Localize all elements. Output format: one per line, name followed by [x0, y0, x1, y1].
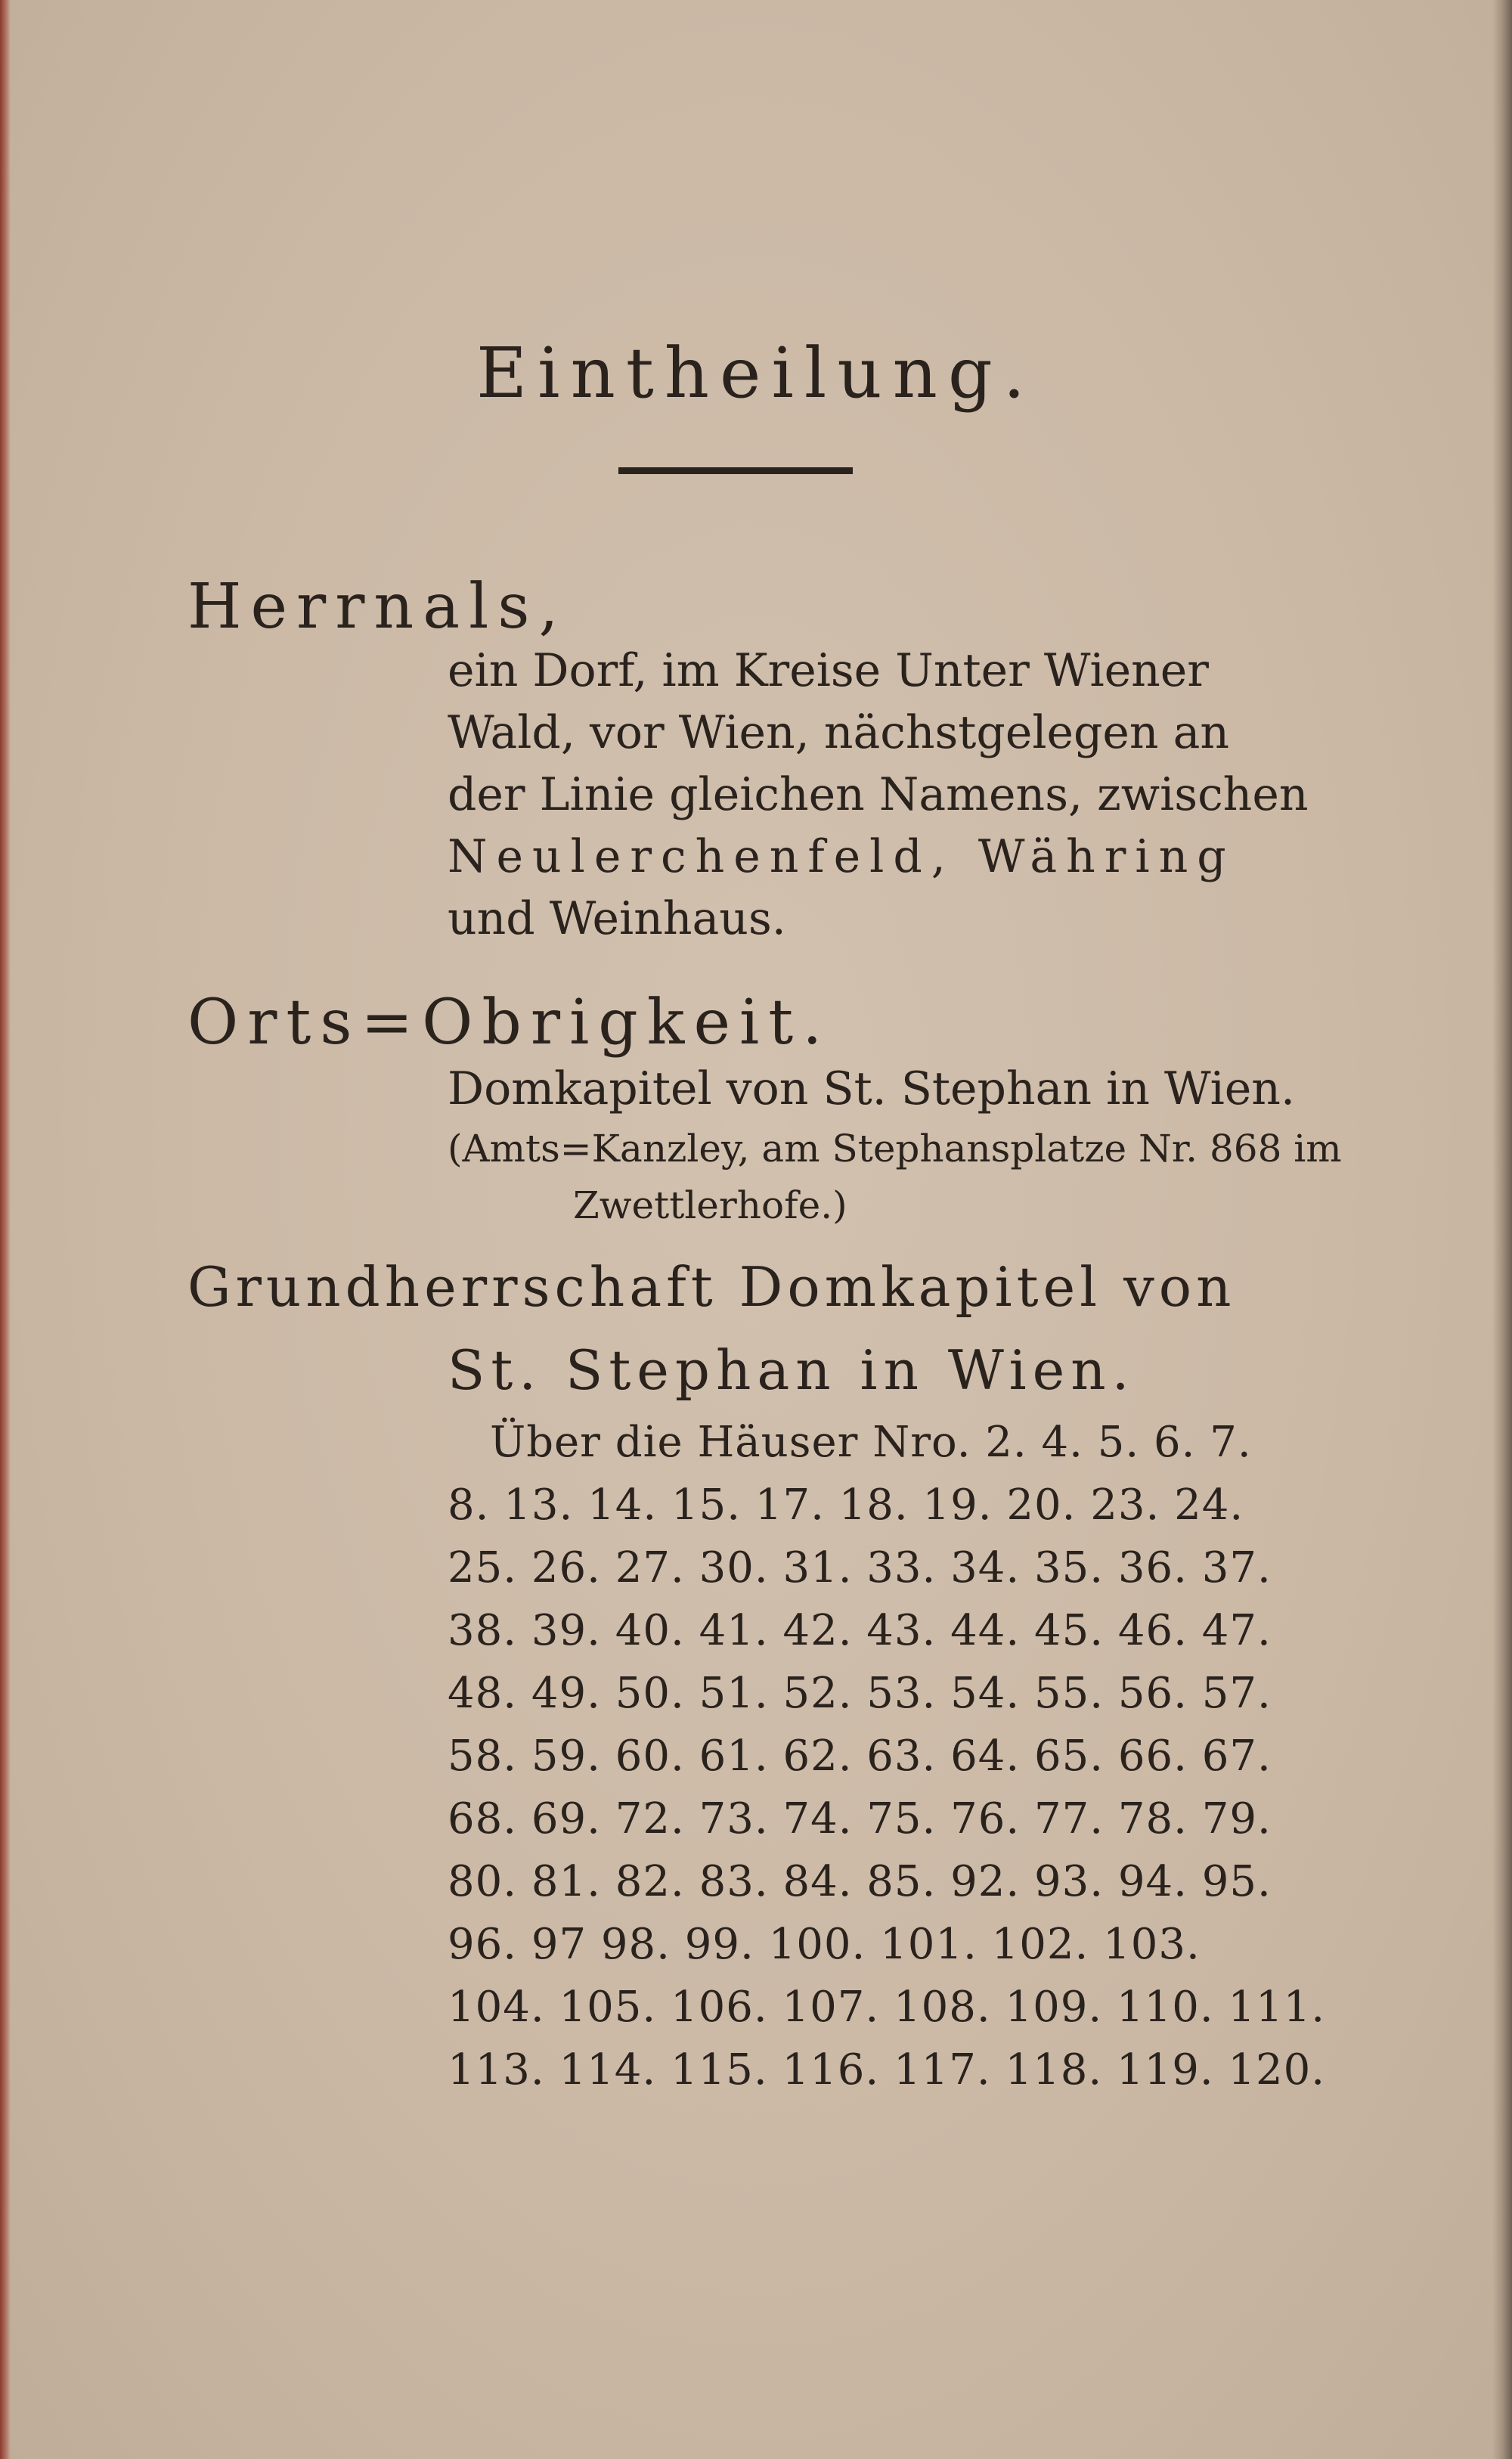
- house-numbers-line-10: 104. 105. 106. 107. 108. 109. 110. 111.: [448, 1983, 1326, 2032]
- obrigkeit-line-2: (Amts=Kanzley, am Stephansplatze Nr. 868 im: [448, 1127, 1342, 1171]
- obrigkeit-line-3: Zwettlerhofe.): [573, 1183, 847, 1227]
- section-heading-orts-obrigkeit: Orts=Obrigkeit.: [187, 987, 832, 1059]
- title-rule: [618, 467, 853, 474]
- section-heading-grundherrschaft: Grundherrschaft Domkapitel von: [187, 1255, 1236, 1319]
- herrnals-line-3: der Linie gleichen Namens, zwischen: [448, 768, 1309, 821]
- section-heading-herrnals: Herrnals,: [187, 571, 568, 643]
- house-numbers-line-4: 38. 39. 40. 41. 42. 43. 44. 45. 46. 47.: [448, 1606, 1272, 1655]
- house-numbers-line-7: 68. 69. 72. 73. 74. 75. 76. 77. 78. 79.: [448, 1794, 1272, 1843]
- herrnals-line-1: ein Dorf, im Kreise Unter Wiener: [448, 644, 1209, 697]
- herrnals-line-5: und Weinhaus.: [448, 892, 786, 945]
- house-numbers-line-11: 113. 114. 115. 116. 117. 118. 119. 120.: [448, 2045, 1326, 2095]
- herrnals-line-4: Neulerchenfeld, Währing: [448, 830, 1235, 883]
- house-numbers-line-3: 25. 26. 27. 30. 31. 33. 34. 35. 36. 37.: [448, 1543, 1272, 1592]
- herrnals-line-2: Wald, vor Wien, nächstgelegen an: [448, 706, 1230, 759]
- house-numbers-line-5: 48. 49. 50. 51. 52. 53. 54. 55. 56. 57.: [448, 1669, 1272, 1718]
- house-numbers-line-2: 8. 13. 14. 15. 17. 18. 19. 20. 23. 24.: [448, 1481, 1244, 1530]
- grundherrschaft-heading-2: St. Stephan in Wien.: [448, 1338, 1136, 1402]
- page-title: Eintheilung.: [476, 333, 1036, 414]
- house-numbers-line-9: 96. 97 98. 99. 100. 101. 102. 103.: [448, 1920, 1201, 1969]
- house-numbers-line-6: 58. 59. 60. 61. 62. 63. 64. 65. 66. 67.: [448, 1732, 1272, 1781]
- house-numbers-line-1: Über die Häuser Nro. 2. 4. 5. 6. 7.: [490, 1418, 1252, 1467]
- house-numbers-line-8: 80. 81. 82. 83. 84. 85. 92. 93. 94. 95.: [448, 1857, 1272, 1906]
- obrigkeit-line-1: Domkapitel von St. Stephan in Wien.: [448, 1062, 1296, 1115]
